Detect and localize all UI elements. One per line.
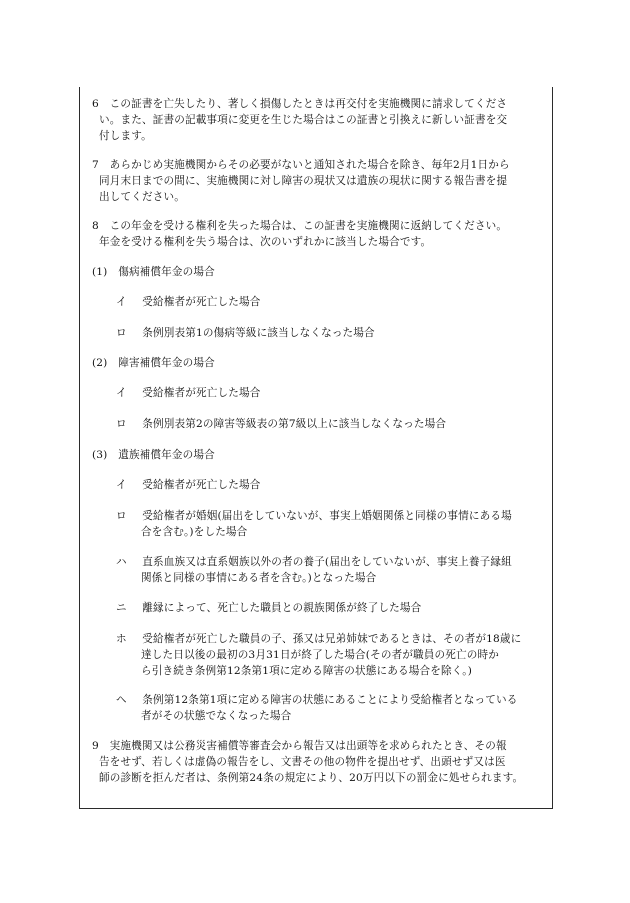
item-text: 受給権者が死亡した場合: [142, 387, 261, 399]
section-3-heading: (3) 遺族補償年金の場合: [92, 449, 215, 461]
item-text: 条例別表第1の傷病等級に該当しなくなった場合: [142, 327, 375, 339]
item-9-line-2: 告をせず、若しくは虚偽の報告をし、文書その他の物件を提出せず、出頭せず又は医: [99, 756, 506, 768]
item-text-line-1: 条例第12条第1項に定める障害の状態にあることにより受給権者となっている: [142, 694, 518, 706]
section-1-heading: (1) 傷病補償年金の場合: [92, 266, 215, 278]
item-text: 受給権者が死亡した場合: [142, 479, 261, 491]
section-3-item-ro-line-2: 合を含む。)をした場合: [141, 526, 248, 538]
item-mark: ホ: [116, 633, 127, 645]
section-3-item-ha: [116, 554, 512, 570]
item-text: 受給権者が死亡した場合: [142, 296, 261, 308]
item-mark: イ: [116, 479, 127, 491]
item-mark: ロ: [116, 418, 127, 430]
item-text-line-1: 直系血族又は直系姻族以外の者の養子(届出をしていないが、事実上養子縁組: [142, 556, 512, 568]
section-3-item-ho-line-2: 達した日以後の最初の3月31日が終了した場合(その者が職員の死亡の時か: [141, 649, 500, 661]
section-3-item-ho-line-3: ら引き続き条例第12条第1項に定める障害の状態にある場合を除く。): [141, 665, 473, 677]
item-8-line-2: 年金を受ける権利を失う場合は、次のいずれかに該当した場合です。: [99, 236, 432, 248]
section-3-item-i: [116, 477, 260, 493]
section-2-item-i: [116, 385, 260, 401]
section-3-item-ho: [116, 631, 521, 647]
item-7-line-3: 出してください。: [99, 191, 185, 203]
item-mark: ニ: [116, 602, 127, 614]
item-text: 条例別表第2の障害等級表の第7級以上に該当しなくなった場合: [142, 418, 447, 430]
section-1-item-i: [116, 294, 260, 310]
section-2-heading: (2) 障害補償年金の場合: [92, 357, 215, 369]
item-mark: ヘ: [116, 694, 127, 706]
item-text-line-1: 受給権者が婚姻(届出をしていないが、事実上婚姻関係と同様の事情にある場: [142, 510, 512, 522]
item-text: 離縁によって、死亡した職員との親族関係が終了した場合: [142, 602, 422, 614]
section-3-item-ni: [116, 600, 421, 616]
item-9-line-3: 師の診断を拒んだ者は、条例第24条の規定により、20万円以下の罰金に処せられます。: [99, 772, 524, 784]
item-mark: ロ: [116, 510, 127, 522]
section-1-item-ro: [116, 325, 375, 341]
section-3-item-he-line-2: 者がその状態でなくなった場合: [141, 710, 292, 722]
item-6-line-1: 6 この証書を亡失したり、著しく損傷したときは再交付を実施機関に請求してくださ: [92, 98, 508, 110]
item-9-line-1: 9 実施機関又は公務災害補償等審査会から報告又は出頭等を求められたとき、その報: [92, 740, 507, 752]
item-6-line-2: い。また、証書の記載事項に変更を生じた場合はこの証書と引換えに新しい証書を交: [99, 114, 508, 126]
item-7-line-1: 7 あらかじめ実施機関からその必要がないと通知された場合を除き、毎年2月1日から: [92, 159, 510, 171]
item-mark: イ: [116, 296, 127, 308]
item-mark: ロ: [116, 327, 127, 339]
item-text-line-1: 受給権者が死亡した職員の子、孫又は兄弟姉妹であるときは、その者が18歳に: [142, 633, 522, 645]
item-mark: イ: [116, 387, 127, 399]
item-8-line-1: 8 この年金を受ける権利を失った場合は、この証書を実施機関に返納してください。: [92, 220, 508, 232]
section-2-item-ro: [116, 416, 446, 432]
section-3-item-ha-line-2: 関係と同様の事情にある者を含む。)となった場合: [141, 572, 377, 584]
item-mark: ハ: [116, 556, 127, 568]
item-7-line-2: 同月末日までの間に、実施機関に対し障害の現状又は遺族の現状に関する報告書を提: [99, 175, 508, 187]
section-3-item-ro: [116, 508, 512, 524]
section-3-item-he: [116, 692, 518, 708]
item-6-line-3: 付します。: [99, 130, 152, 142]
